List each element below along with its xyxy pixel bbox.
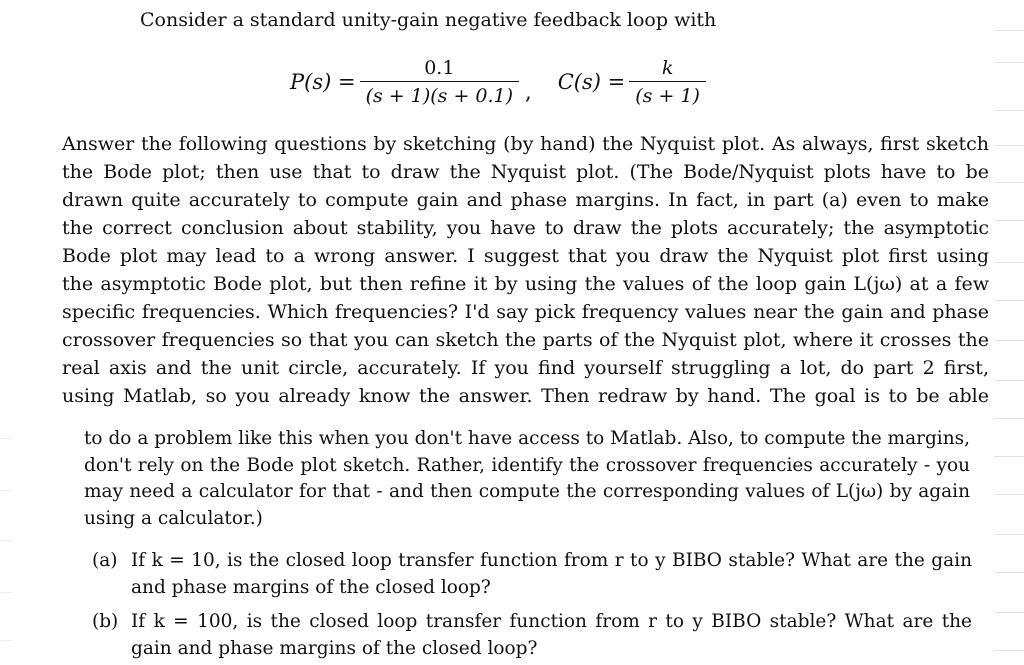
equation-separator: , — [525, 80, 532, 104]
paragraph-line: Answer the following questions by sketching (by hand) the Nyquist plot. As always, first sketch — [62, 133, 989, 155]
paragraph-line: using Matlab, so you already know the answer. Then redraw by hand. The goal is to be able — [62, 385, 989, 407]
question-b — [92, 608, 972, 662]
paragraph-line: crossover frequencies so that you can sketch the parts of the Nyquist plot, where it crosses the — [62, 329, 989, 351]
controller-denominator: (s + 1) — [629, 81, 706, 107]
paragraph-line: may need a calculator for that - and then compute the corresponding values of L(jω) by again — [84, 481, 970, 502]
paper-rule — [994, 494, 1024, 495]
paper-rule — [994, 110, 1024, 111]
paper-rule — [0, 640, 12, 641]
paragraph-line: Bode plot may lead to a wrong answer. I suggest that you draw the Nyquist plot first using — [62, 245, 989, 267]
paper-rule — [994, 220, 1024, 221]
paragraph-line: specific frequencies. Which frequencies? I'd say pick frequency values near the gain and phase — [62, 301, 989, 323]
instructions-paragraph — [62, 130, 989, 410]
question-text: If k = 100, is the closed loop transfer function from r to y BIBO stable? What are the gain and phase margins of the closed loop? — [131, 611, 972, 659]
paragraph-line: the Bode plot; then use that to draw the Nyquist plot. (The Bode/Nyquist plots have to be — [62, 161, 989, 183]
plant-numerator: 0.1 — [424, 57, 455, 79]
paper-rule — [994, 534, 1024, 535]
paragraph-line: to do a problem like this when you don't have access to Matlab. Also, to compute the margins, — [84, 428, 970, 449]
paper-rule — [994, 262, 1024, 263]
question-a — [92, 547, 972, 601]
plant-equation — [290, 57, 523, 107]
paper-rule — [0, 438, 12, 439]
paper-rule — [994, 30, 1024, 31]
plant-denominator: (s + 1)(s + 0.1) — [360, 81, 519, 107]
controller-equation — [558, 57, 710, 107]
plant-lhs: P(s) = — [290, 70, 356, 94]
paper-rule — [994, 456, 1024, 457]
question-text: If k = 10, is the closed loop transfer function from r to y BIBO stable? What are the gain and phase margins of the closed loop? — [131, 550, 972, 598]
paragraph-line: the asymptotic Bode plot, but then refine it by using the values of the loop gain L(jω) at a few — [62, 273, 989, 295]
paper-rule — [994, 418, 1024, 419]
paragraph-line: using a calculator.) — [84, 507, 263, 529]
question-label: (a) — [92, 550, 118, 571]
paper-rule — [0, 540, 12, 541]
paragraph-line: drawn quite accurately to compute gain and phase margins. In fact, in part (a) even to make — [62, 189, 989, 211]
paper-rule — [994, 145, 1024, 146]
paper-rule — [994, 380, 1024, 381]
paper-rule — [994, 62, 1024, 63]
transfer-functions — [290, 52, 710, 112]
paper-rule — [994, 650, 1024, 651]
controller-numerator: k — [661, 57, 674, 79]
paper-rule — [0, 490, 12, 491]
paper-rule — [994, 612, 1024, 613]
question-label: (b) — [92, 611, 119, 632]
instructions-continuation — [84, 426, 970, 532]
paper-rule — [994, 340, 1024, 341]
paragraph-line: the correct conclusion about stability, you have to draw the plots accurately; the asymptotic — [62, 217, 989, 239]
paper-rule — [994, 300, 1024, 301]
paragraph-line: real axis and the unit circle, accurately. If you find yourself struggling a lot, do part 2 first, — [62, 357, 989, 379]
paper-rule — [994, 572, 1024, 573]
plant-fraction — [360, 57, 519, 107]
controller-fraction — [629, 57, 706, 107]
paragraph-line: don't rely on the Bode plot sketch. Rather, identify the crossover frequencies accurately - you — [84, 454, 970, 476]
paper-rule — [0, 592, 12, 593]
paper-rule — [994, 182, 1024, 183]
intro-sentence: Consider a standard unity-gain negative feedback loop with — [140, 9, 717, 31]
controller-lhs: C(s) = — [557, 70, 626, 94]
